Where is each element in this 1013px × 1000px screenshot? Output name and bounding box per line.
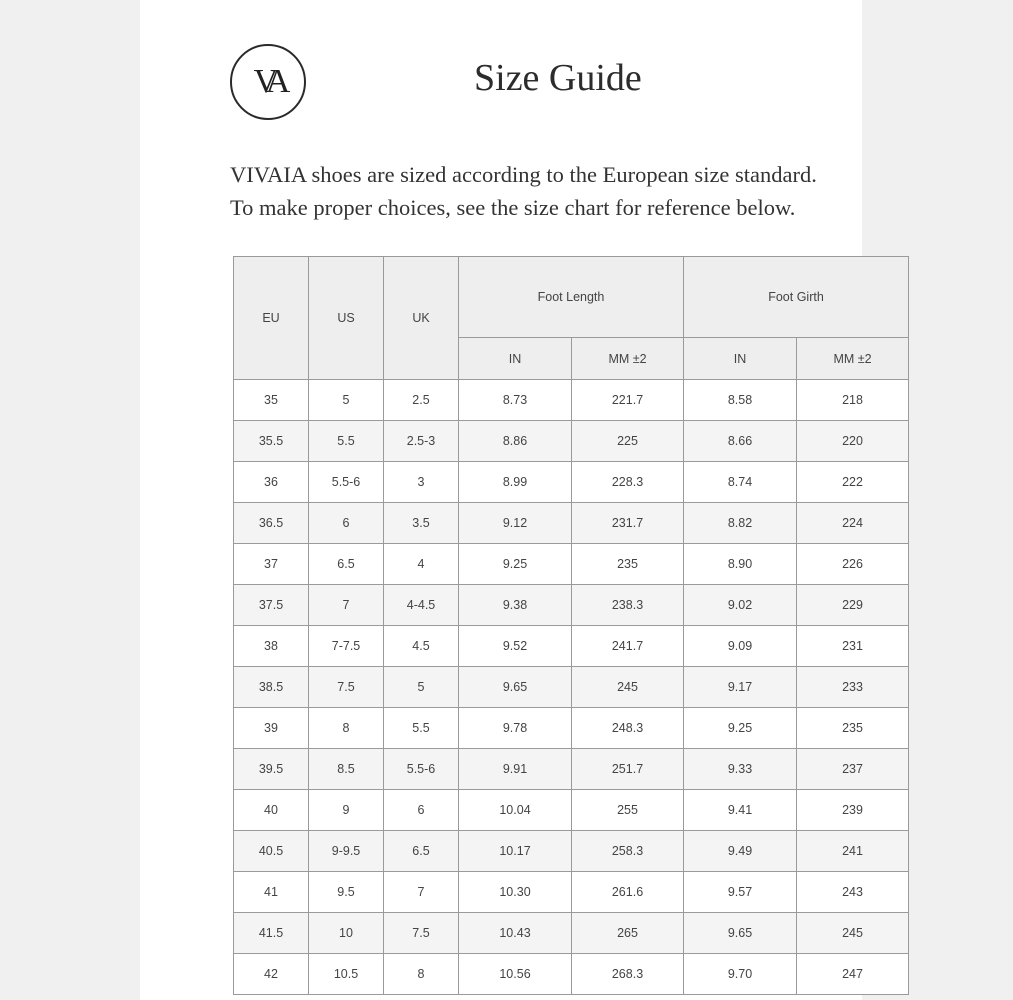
cell-us: 10 <box>309 913 384 954</box>
cell-foot-length-in: 10.56 <box>459 954 572 995</box>
cell-foot-length-mm: 268.3 <box>572 954 684 995</box>
cell-foot-length-mm: 238.3 <box>572 585 684 626</box>
size-table-container <box>233 256 1013 995</box>
intro-line-2: To make proper choices, see the size chart for reference below. <box>230 195 796 220</box>
cell-eu: 41.5 <box>234 913 309 954</box>
cell-foot-girth-in: 9.02 <box>684 585 797 626</box>
cell-foot-girth-in: 8.82 <box>684 503 797 544</box>
cell-foot-length-mm: 225 <box>572 421 684 462</box>
table-row <box>234 585 909 626</box>
cell-foot-girth-mm: 237 <box>797 749 909 790</box>
cell-foot-girth-in: 9.57 <box>684 872 797 913</box>
cell-us: 7.5 <box>309 667 384 708</box>
table-row <box>234 831 909 872</box>
intro-text <box>230 158 870 224</box>
cell-foot-length-in: 9.25 <box>459 544 572 585</box>
header-us: US <box>309 257 384 380</box>
cell-foot-length-mm: 228.3 <box>572 462 684 503</box>
cell-eu: 36.5 <box>234 503 309 544</box>
cell-foot-girth-mm: 235 <box>797 708 909 749</box>
cell-uk: 3 <box>384 462 459 503</box>
cell-us: 6.5 <box>309 544 384 585</box>
cell-us: 9 <box>309 790 384 831</box>
cell-foot-girth-in: 8.58 <box>684 380 797 421</box>
size-table-body <box>234 380 909 995</box>
table-row <box>234 544 909 585</box>
cell-us: 7 <box>309 585 384 626</box>
table-row <box>234 626 909 667</box>
cell-foot-girth-mm: 241 <box>797 831 909 872</box>
cell-eu: 39.5 <box>234 749 309 790</box>
cell-foot-length-in: 9.65 <box>459 667 572 708</box>
cell-foot-length-mm: 251.7 <box>572 749 684 790</box>
cell-foot-girth-mm: 231 <box>797 626 909 667</box>
cell-foot-girth-mm: 229 <box>797 585 909 626</box>
cell-foot-length-in: 9.12 <box>459 503 572 544</box>
table-row <box>234 462 909 503</box>
cell-uk: 4 <box>384 544 459 585</box>
header-foot-length-in: IN <box>459 338 572 380</box>
cell-foot-girth-mm: 247 <box>797 954 909 995</box>
cell-foot-length-mm: 245 <box>572 667 684 708</box>
cell-eu: 40 <box>234 790 309 831</box>
cell-foot-girth-mm: 222 <box>797 462 909 503</box>
cell-foot-girth-in: 9.65 <box>684 913 797 954</box>
header-foot-girth-mm: MM ±2 <box>797 338 909 380</box>
cell-foot-length-in: 10.30 <box>459 872 572 913</box>
cell-foot-girth-in: 9.17 <box>684 667 797 708</box>
cell-foot-length-in: 10.04 <box>459 790 572 831</box>
cell-foot-girth-mm: 243 <box>797 872 909 913</box>
table-row <box>234 380 909 421</box>
cell-us: 8.5 <box>309 749 384 790</box>
header-eu: EU <box>234 257 309 380</box>
cell-foot-length-in: 8.86 <box>459 421 572 462</box>
table-row <box>234 790 909 831</box>
cell-foot-length-in: 9.38 <box>459 585 572 626</box>
cell-foot-girth-in: 8.90 <box>684 544 797 585</box>
cell-us: 10.5 <box>309 954 384 995</box>
brand-logo: VA <box>230 44 306 120</box>
header-foot-girth: Foot Girth <box>684 257 909 338</box>
cell-foot-girth-in: 9.49 <box>684 831 797 872</box>
cell-uk: 5 <box>384 667 459 708</box>
cell-us: 6 <box>309 503 384 544</box>
cell-foot-length-mm: 235 <box>572 544 684 585</box>
table-row <box>234 954 909 995</box>
cell-eu: 37 <box>234 544 309 585</box>
cell-foot-length-in: 9.52 <box>459 626 572 667</box>
cell-uk: 3.5 <box>384 503 459 544</box>
cell-foot-length-mm: 261.6 <box>572 872 684 913</box>
cell-foot-girth-mm: 226 <box>797 544 909 585</box>
cell-us: 5.5-6 <box>309 462 384 503</box>
cell-foot-girth-mm: 224 <box>797 503 909 544</box>
cell-eu: 38.5 <box>234 667 309 708</box>
cell-uk: 5.5-6 <box>384 749 459 790</box>
cell-uk: 4-4.5 <box>384 585 459 626</box>
cell-us: 8 <box>309 708 384 749</box>
table-row <box>234 872 909 913</box>
table-row <box>234 667 909 708</box>
cell-eu: 38 <box>234 626 309 667</box>
cell-foot-girth-in: 9.33 <box>684 749 797 790</box>
cell-eu: 39 <box>234 708 309 749</box>
cell-uk: 6 <box>384 790 459 831</box>
cell-foot-length-mm: 255 <box>572 790 684 831</box>
cell-uk: 7 <box>384 872 459 913</box>
cell-eu: 42 <box>234 954 309 995</box>
cell-uk: 7.5 <box>384 913 459 954</box>
cell-eu: 36 <box>234 462 309 503</box>
header-foot-girth-in: IN <box>684 338 797 380</box>
cell-foot-girth-mm: 239 <box>797 790 909 831</box>
cell-foot-girth-in: 9.25 <box>684 708 797 749</box>
left-background <box>0 0 140 1000</box>
cell-eu: 40.5 <box>234 831 309 872</box>
cell-us: 7-7.5 <box>309 626 384 667</box>
cell-foot-length-in: 8.73 <box>459 380 572 421</box>
header-foot-length: Foot Length <box>459 257 684 338</box>
cell-foot-length-mm: 221.7 <box>572 380 684 421</box>
cell-foot-length-mm: 241.7 <box>572 626 684 667</box>
cell-foot-girth-in: 8.74 <box>684 462 797 503</box>
cell-uk: 5.5 <box>384 708 459 749</box>
cell-foot-girth-mm: 233 <box>797 667 909 708</box>
cell-uk: 2.5 <box>384 380 459 421</box>
cell-eu: 37.5 <box>234 585 309 626</box>
cell-uk: 6.5 <box>384 831 459 872</box>
cell-foot-girth-mm: 218 <box>797 380 909 421</box>
cell-us: 9.5 <box>309 872 384 913</box>
cell-foot-length-in: 10.43 <box>459 913 572 954</box>
cell-us: 9-9.5 <box>309 831 384 872</box>
table-row <box>234 708 909 749</box>
cell-foot-girth-mm: 245 <box>797 913 909 954</box>
cell-foot-length-in: 8.99 <box>459 462 572 503</box>
table-row <box>234 421 909 462</box>
page-title: Size Guide <box>474 57 642 99</box>
cell-foot-length-in: 10.17 <box>459 831 572 872</box>
cell-eu: 35 <box>234 380 309 421</box>
cell-foot-girth-in: 8.66 <box>684 421 797 462</box>
cell-foot-length-mm: 231.7 <box>572 503 684 544</box>
cell-foot-girth-in: 9.41 <box>684 790 797 831</box>
cell-foot-girth-mm: 220 <box>797 421 909 462</box>
cell-us: 5.5 <box>309 421 384 462</box>
cell-uk: 8 <box>384 954 459 995</box>
cell-foot-girth-in: 9.70 <box>684 954 797 995</box>
cell-eu: 41 <box>234 872 309 913</box>
header-uk: UK <box>384 257 459 380</box>
header-foot-length-mm: MM ±2 <box>572 338 684 380</box>
cell-us: 5 <box>309 380 384 421</box>
cell-uk: 2.5-3 <box>384 421 459 462</box>
size-table <box>233 256 909 995</box>
table-row <box>234 749 909 790</box>
size-guide-sheet <box>140 0 872 1000</box>
cell-foot-girth-in: 9.09 <box>684 626 797 667</box>
intro-line-1: VIVAIA shoes are sized according to the European size standard. <box>230 162 817 187</box>
table-row <box>234 913 909 954</box>
cell-foot-length-mm: 248.3 <box>572 708 684 749</box>
table-row <box>234 503 909 544</box>
cell-uk: 4.5 <box>384 626 459 667</box>
cell-foot-length-in: 9.91 <box>459 749 572 790</box>
cell-foot-length-in: 9.78 <box>459 708 572 749</box>
cell-foot-length-mm: 258.3 <box>572 831 684 872</box>
cell-eu: 35.5 <box>234 421 309 462</box>
cell-foot-length-mm: 265 <box>572 913 684 954</box>
